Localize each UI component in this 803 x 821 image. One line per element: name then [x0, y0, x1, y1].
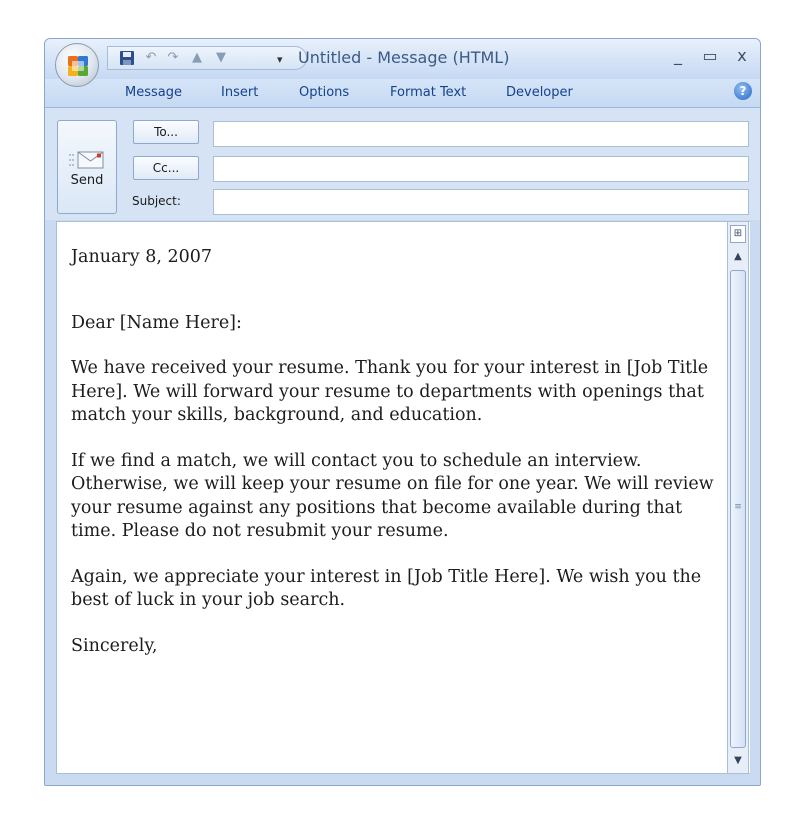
scroll-thumb[interactable]: [730, 270, 746, 748]
send-envelope-icon: [69, 151, 105, 169]
close-button[interactable]: x: [737, 46, 747, 65]
tab-developer[interactable]: Developer: [506, 85, 573, 100]
scroll-down-arrow-icon[interactable]: ▼: [734, 755, 742, 766]
help-icon[interactable]: ?: [734, 82, 752, 100]
vertical-scrollbar[interactable]: [727, 221, 749, 774]
message-body-area[interactable]: [56, 221, 750, 774]
ribbon-tab-bar: [45, 79, 760, 108]
redo-icon[interactable]: ↷: [167, 50, 179, 65]
window-title: Untitled - Message (HTML): [298, 48, 510, 67]
message-window: [44, 38, 761, 786]
save-icon[interactable]: [118, 50, 136, 66]
cc-field[interactable]: [213, 156, 749, 182]
scroll-up-arrow-icon[interactable]: ▲: [734, 251, 742, 262]
tab-insert[interactable]: Insert: [221, 85, 259, 100]
cc-button[interactable]: Cc...: [133, 156, 199, 180]
down-arrow-icon[interactable]: ▼: [216, 50, 226, 65]
letter-paragraph: We have received your resume. Thank you for your interest in [Job Title Here]. We will forward your resume to departments with openings that match your skills, background, and education.: [71, 358, 709, 425]
letter-paragraph: Again, we appreciate your interest in [Job Title Here]. We wish you the best of luck in your job search.: [71, 566, 702, 610]
tab-message[interactable]: Message: [125, 85, 182, 100]
letter-salutation: Dear [Name Here]:: [71, 312, 242, 333]
subject-field[interactable]: [213, 189, 749, 215]
window-bottom-border: [45, 774, 760, 786]
undo-icon[interactable]: ↶: [145, 50, 157, 65]
message-body[interactable]: [71, 246, 721, 658]
to-field[interactable]: [213, 121, 749, 147]
office-button[interactable]: [55, 43, 99, 87]
minimize-button[interactable]: _: [674, 46, 682, 65]
letter-closing: Sincerely,: [71, 635, 158, 656]
up-arrow-icon[interactable]: ▲: [192, 50, 202, 65]
grip-icon: ≡: [734, 502, 742, 512]
send-button[interactable]: [57, 120, 117, 214]
title-bar: [45, 39, 760, 79]
letter-date: January 8, 2007: [71, 247, 213, 267]
customize-qat-chevron-icon[interactable]: ▾: [277, 53, 283, 66]
maximize-button[interactable]: ▭: [702, 46, 718, 65]
office-logo-icon: [67, 55, 89, 77]
tab-format-text[interactable]: Format Text: [390, 85, 467, 100]
view-ruler-icon[interactable]: ⊞: [730, 225, 746, 243]
send-label: Send: [70, 173, 104, 188]
message-header: [45, 108, 760, 220]
subject-label: Subject:: [132, 194, 181, 208]
letter-paragraph: If we find a match, we will contact you to schedule an interview. Otherwise, we will keep your resume on file for one year. We will review your resume against any positions that become available during that time. Please do not resubmit your resume.: [71, 450, 714, 541]
to-button[interactable]: To...: [133, 120, 199, 144]
tab-options[interactable]: Options: [299, 85, 350, 100]
